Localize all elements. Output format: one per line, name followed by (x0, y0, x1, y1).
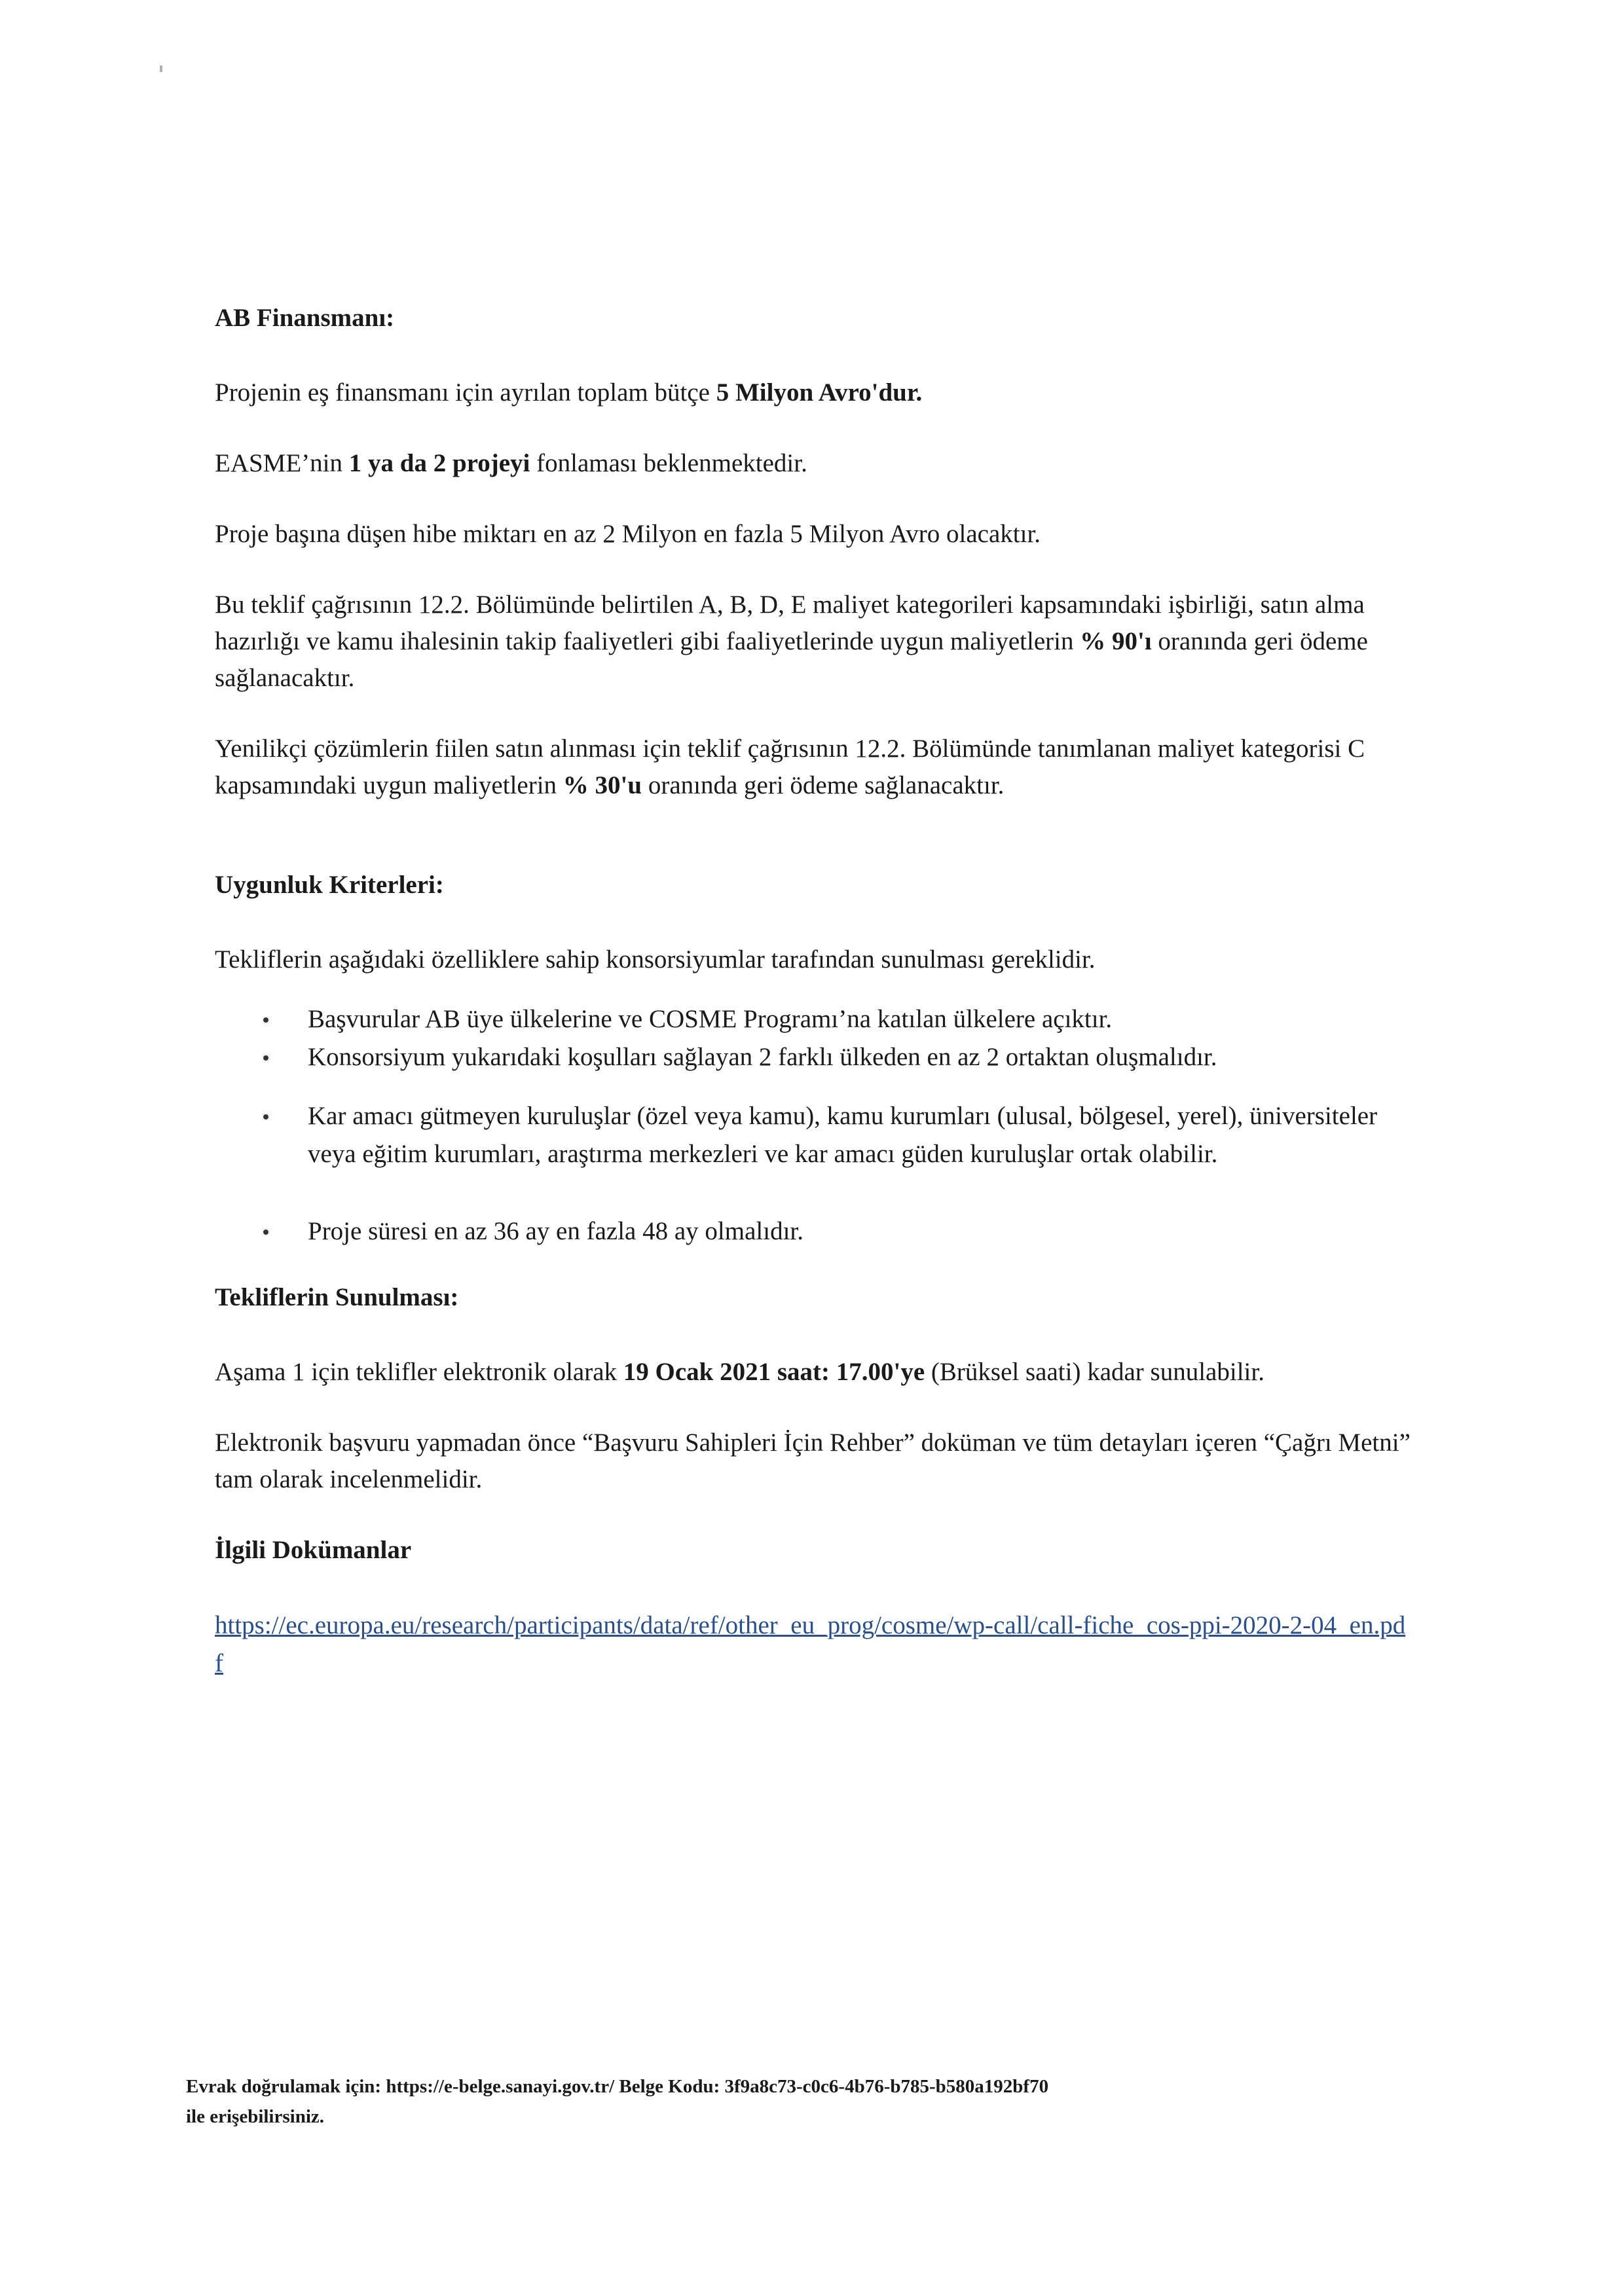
funding-reimbursement-30-text-post: oranında geri ödeme sağlanacaktır. (642, 771, 1005, 799)
verification-line: Evrak doğrulamak için: https://e-belge.sanayi.gov.tr/ Belge Kodu: 3f9a8c73-c0c6-4b76-b785-b580a192bf70 (186, 2076, 1049, 2097)
bullet-icon (262, 1016, 270, 1024)
list-item-text: Konsorsiyum yukarıdaki koşulları sağlayan 2 farklı ülkeden en az 2 ortaktan oluşmalıdır. (308, 1043, 1217, 1071)
bullet-icon (262, 1113, 270, 1121)
funding-reimbursement-90-rate: % 90'ı (1080, 627, 1152, 655)
funding-reimbursement-30-rate: % 30'u (563, 771, 642, 799)
submission-deadline-paragraph (215, 1354, 1413, 1391)
funding-budget-text: Projenin eş finansmanı için ayrılan toplam bütçe (215, 378, 716, 407)
funding-budget-paragraph (215, 374, 1413, 411)
funding-projects-count: 1 ya da 2 projeyi (348, 449, 530, 477)
funding-reimbursement-90-text-post: oranında geri ödeme sağlanacaktır. (215, 627, 1368, 692)
submission-heading: Tekliflerin Sunulması: (215, 1283, 459, 1311)
call-fiche-link[interactable]: https://ec.europa.eu/research/participants/data/ref/other_eu_prog/cosme/wp-call/call-fiche_cos-ppi-2020-2-04_en.pdf (215, 1611, 1406, 1677)
verification-line-end: ile erişebilirsiniz. (186, 2106, 325, 2127)
funding-projects-text-pre: EASME’nin (215, 449, 349, 477)
eligibility-intro: Tekliflerin aşağıdaki özelliklere sahip konsorsiyumlar tarafından sunulması gereklidir. (215, 945, 1096, 974)
funding-reimbursement-90-paragraph (215, 587, 1413, 697)
submission-guidance-paragraph: Elektronik başvuru yapmadan önce “Başvuru Sahipleri İçin Rehber” doküman ve tüm detayları içeren “Çağrı Metni” tam olarak incelenmelidir. (215, 1429, 1411, 1493)
list-item (215, 1000, 1413, 1038)
funding-projects-paragraph (215, 445, 1413, 482)
eligibility-list (215, 1000, 1413, 1250)
bullet-icon (262, 1228, 270, 1236)
bullet-icon (262, 1054, 270, 1062)
funding-reimbursement-90-text-pre: Bu teklif çağrısının 12.2. Bölümünde belirtilen A, B, D, E maliyet kategorileri kapsamındaki işbirliği, satın alma hazırlığı ve kamu ihalesinin takip faaliyetleri gibi faaliyetlerinde uygun maliyetlerin (215, 591, 1365, 655)
funding-reimbursement-30-paragraph (215, 731, 1413, 804)
funding-projects-text-post: fonlaması beklenmektedir. (530, 449, 807, 477)
submission-deadline-text-post: (Brüksel saati) kadar sunulabilir. (925, 1358, 1264, 1386)
funding-heading: AB Finansmanı: (215, 304, 395, 332)
list-item (215, 1097, 1413, 1173)
document-body (215, 300, 1413, 1683)
submission-deadline-date: 19 Ocak 2021 saat: 17.00'ye (623, 1358, 925, 1386)
documents-heading: İlgili Dokümanlar (215, 1536, 412, 1564)
scan-artifact (160, 65, 162, 72)
list-item (215, 1038, 1413, 1076)
funding-grant-paragraph: Proje başına düşen hibe miktarı en az 2 Milyon en fazla 5 Milyon Avro olacaktır. (215, 520, 1041, 548)
eligibility-heading: Uygunluk Kriterleri: (215, 871, 444, 899)
submission-deadline-text-pre: Aşama 1 için teklifler elektronik olarak (215, 1358, 623, 1386)
funding-budget-amount: 5 Milyon Avro'dur. (716, 378, 923, 407)
funding-reimbursement-30-text-pre: Yenilikçi çözümlerin fiilen satın alınması için teklif çağrısının 12.2. Bölümünde tanımlanan maliyet kategorisi C kapsamındaki uygun maliyetlerin (215, 735, 1365, 799)
list-item-text: Kar amacı gütmeyen kuruluşlar (özel veya kamu), kamu kurumları (ulusal, bölgesel, yerel), üniversiteler veya eğitim kurumları, araştırma merkezleri ve kar amacı güden kuruluşlar ortak olabilir. (308, 1102, 1378, 1168)
list-item-text: Proje süresi en az 36 ay en fazla 48 ay olmalıdır. (308, 1217, 803, 1245)
list-item-text: Başvurular AB üye ülkelerine ve COSME Programı’na katılan ülkelere açıktır. (308, 1005, 1113, 1033)
verification-footer (186, 2071, 1048, 2132)
list-item (215, 1212, 1413, 1250)
